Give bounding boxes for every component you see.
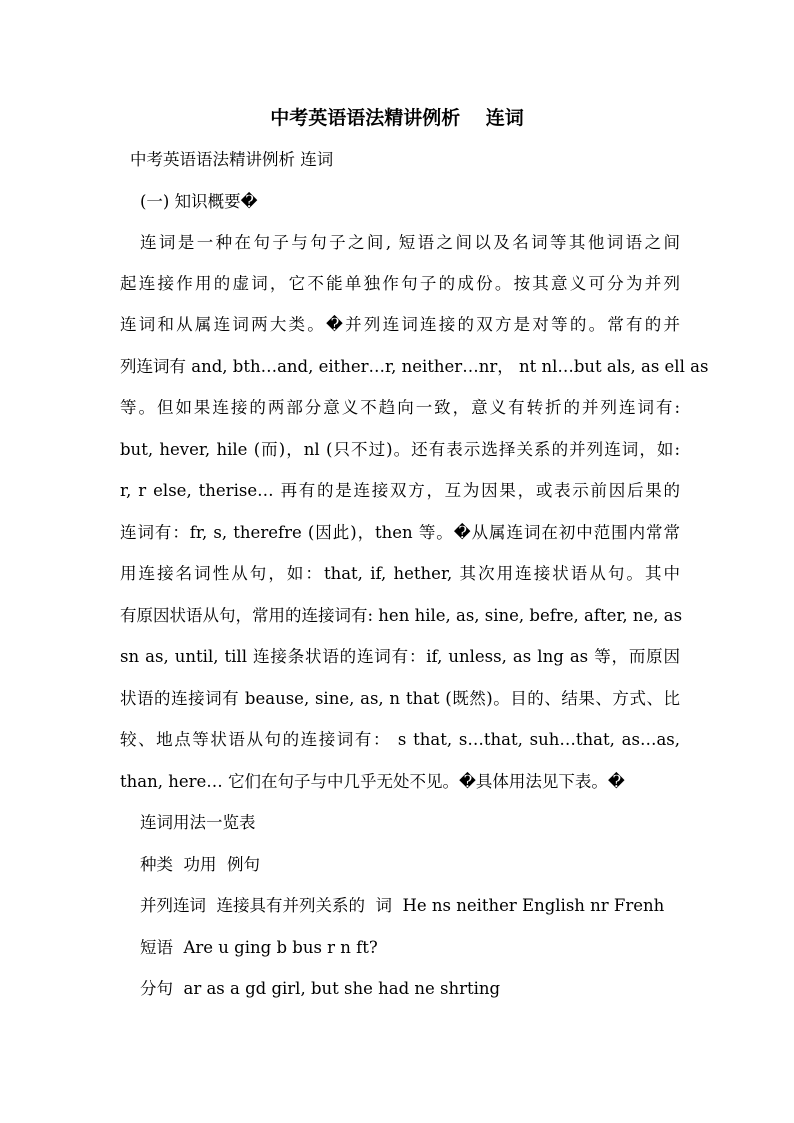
paragraph-line: 等。但如果连接的两部分意义不趋向一致，意义有转折的并列连词有: xyxy=(120,398,680,417)
paragraph-line: r, r else, therise… 再有的是连接双方，互为因果，或表示前因后果的 xyxy=(120,481,680,500)
paragraph-line: 连词和从属连词两大类。�并列连词连接的双方是对等的。常有的并 xyxy=(120,315,680,334)
table-row: 分句 ar as a gd girl, but she had ne shrting xyxy=(140,979,501,998)
paragraph-line: 状语的连接词有 beause, sine, as, n that (既然)。目的、结果、方式、比 xyxy=(120,689,680,708)
table-header: 种类 功用 例句 xyxy=(140,855,260,874)
document-subtitle: 中考英语语法精讲例析 连词 xyxy=(130,150,334,169)
paragraph-line: 连词有：fr, s, therefre (因此)，then 等。�从属连词在初中范围内常常 xyxy=(120,523,680,542)
section-heading: (一) 知识概要� xyxy=(140,192,258,211)
paragraph-line: sn as, until, till 连接条状语的连词有：if, unless, as lng as 等，而原因 xyxy=(120,647,680,666)
paragraph-line: 起连接作用的虚词，它不能单独作句子的成份。按其意义可分为并列 xyxy=(120,274,680,293)
paragraph-line: 列连词有 and, bth…and, either…r, neither…nr， nt nl…but als, as ell as xyxy=(120,357,709,376)
table-row: 短语 Are u ging b bus r n ft? xyxy=(140,938,378,957)
paragraph-line: 连词是一种在句子与句子之间, 短语之间以及名词等其他词语之间 xyxy=(140,233,680,252)
paragraph-line: 用连接名词性从句，如：that, if, hether, 其次用连接状语从句。其中 xyxy=(120,564,680,583)
document-title: 中考英语语法精讲例析 连词 xyxy=(270,107,524,129)
paragraph-line: but, hever, hile (而)，nl (只不过)。还有表示选择关系的并列连词，如: xyxy=(120,440,680,459)
table-title: 连词用法一览表 xyxy=(140,813,256,832)
paragraph-line: 有原因状语从句，常用的连接词有: hen hile, as, sine, befre, after, ne, as xyxy=(120,606,683,625)
paragraph-line: than, here… 它们在句子与中几乎无处不见。�具体用法见下表。� xyxy=(120,772,625,791)
paragraph-line: 较、地点等状语从句的连接词有： s that, s…that, suh…that, as…as, xyxy=(120,730,680,749)
table-row: 并列连词 连接具有并列关系的 词 He ns neither English nr Frenh xyxy=(140,896,665,915)
